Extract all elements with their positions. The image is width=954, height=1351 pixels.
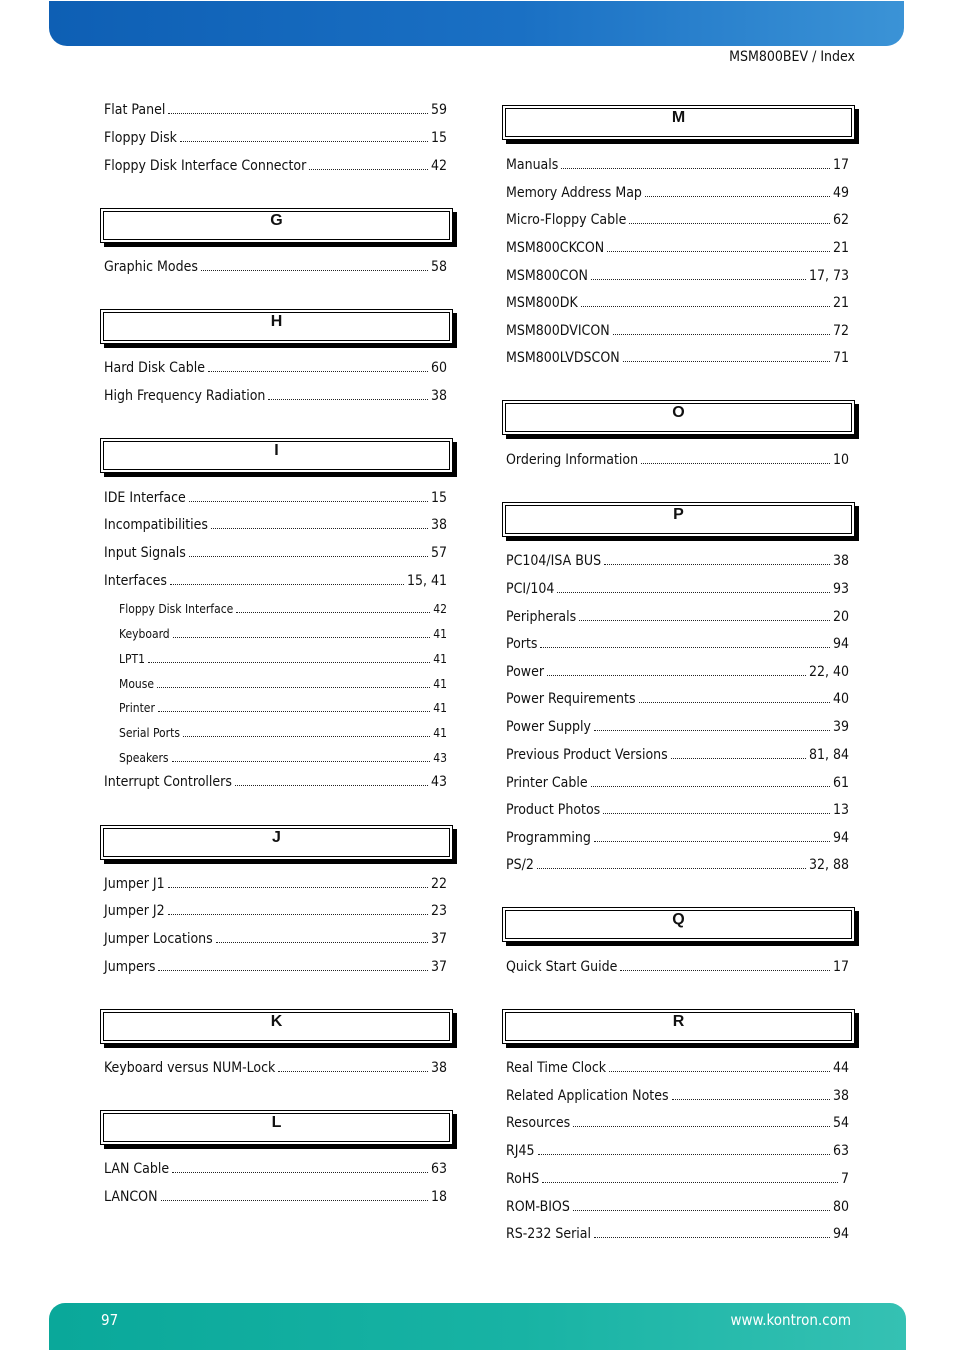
dot-leader: [172, 752, 431, 762]
index-entry: [506, 294, 849, 312]
section-header-h: [100, 309, 453, 344]
index-term: Power Requirements: [506, 691, 636, 707]
index-entry: [104, 516, 447, 534]
index-entry: [506, 349, 849, 367]
dot-leader: [629, 212, 830, 224]
index-term: Previous Product Versions: [506, 747, 668, 763]
index-term: Hard Disk Cable: [104, 360, 205, 376]
dot-leader: [189, 545, 428, 557]
document-title: MSM800BEV / Index: [729, 49, 855, 65]
index-page[interactable]: 38: [430, 517, 447, 533]
index-page[interactable]: 94: [832, 636, 849, 652]
index-term: Serial Ports: [119, 726, 180, 740]
index-entry: [506, 746, 849, 764]
index-page[interactable]: 38: [832, 1088, 849, 1104]
dot-leader: [573, 1199, 830, 1211]
index-term: ROM-BIOS: [506, 1199, 570, 1215]
index-entry: [104, 544, 447, 562]
dot-leader: [236, 603, 430, 613]
dot-leader: [170, 573, 404, 585]
index-term: Manuals: [506, 157, 559, 173]
index-page[interactable]: 20: [832, 609, 849, 625]
index-term: PS/2: [506, 857, 534, 873]
dot-leader: [607, 240, 830, 252]
index-term: Interfaces: [104, 573, 167, 589]
index-term: Floppy Disk Interface Connector: [104, 158, 307, 174]
index-term: Jumper J1: [104, 876, 165, 892]
index-entry: [506, 267, 849, 285]
dot-leader: [594, 719, 830, 731]
index-page[interactable]: 61: [832, 775, 849, 791]
index-term: Peripherals: [506, 609, 577, 625]
index-page[interactable]: 42: [430, 158, 447, 174]
dot-leader: [613, 323, 830, 335]
index-page[interactable]: 15: [430, 490, 447, 506]
dot-leader: [672, 1088, 830, 1100]
index-entry: [506, 635, 849, 653]
dot-leader: [158, 702, 430, 712]
dot-leader: [603, 802, 830, 814]
dot-leader: [594, 1226, 830, 1238]
section-header-p: [502, 502, 855, 537]
index-entry: [506, 211, 849, 229]
section-letter: I: [274, 442, 279, 459]
section-header-j: [100, 825, 453, 860]
index-entry: [104, 258, 447, 276]
index-term: MSM800LVDSCON: [506, 350, 620, 366]
dot-leader: [161, 1189, 428, 1201]
index-sub-entry: [119, 650, 447, 668]
index-entry: [506, 322, 849, 340]
section-header-k: [100, 1009, 453, 1044]
index-entry: [506, 608, 849, 626]
index-page[interactable]: 38: [832, 553, 849, 569]
index-page[interactable]: 10: [832, 452, 849, 468]
index-sub-entry: [119, 749, 447, 767]
index-term: Power Supply: [506, 719, 591, 735]
index-entry: [506, 1059, 849, 1077]
dot-leader: [538, 1143, 830, 1155]
dot-leader: [211, 517, 428, 529]
index-page[interactable]: 80: [832, 1199, 849, 1215]
index-entry: [506, 1114, 849, 1132]
index-term: Printer Cable: [506, 775, 588, 791]
footer-bar: [49, 1303, 906, 1350]
section-letter: J: [272, 829, 281, 846]
index-term: Micro-Floppy Cable: [506, 212, 627, 228]
index-entry: [104, 1188, 447, 1206]
index-term: Power: [506, 664, 545, 680]
index-term: LAN Cable: [104, 1161, 170, 1177]
index-term: Incompatibilities: [104, 517, 208, 533]
index-entry: [506, 1170, 849, 1188]
index-term: Keyboard: [119, 627, 170, 641]
index-entry: [506, 829, 849, 847]
index-page[interactable]: 58: [430, 259, 447, 275]
index-page[interactable]: 37: [430, 931, 447, 947]
index-page[interactable]: 13: [832, 802, 849, 818]
index-term: Jumpers: [104, 959, 156, 975]
index-term: Input Signals: [104, 545, 186, 561]
index-entry: [506, 663, 849, 681]
index-entry: [506, 451, 849, 469]
dot-leader: [591, 268, 806, 280]
index-entry: [104, 489, 447, 507]
index-entry: [104, 1059, 447, 1077]
index-term: IDE Interface: [104, 490, 186, 506]
dot-leader: [537, 857, 806, 869]
index-term: MSM800CON: [506, 268, 588, 284]
index-page[interactable]: 41: [433, 726, 447, 740]
index-page[interactable]: 40: [832, 691, 849, 707]
section-letter: G: [270, 212, 283, 229]
index-page[interactable]: 22: [430, 876, 447, 892]
index-term: PCI/104: [506, 581, 555, 597]
dot-leader: [168, 102, 428, 114]
dot-leader: [639, 691, 830, 703]
index-term: RJ45: [506, 1143, 535, 1159]
index-entry: [506, 718, 849, 736]
dot-leader: [180, 130, 428, 142]
index-term: Mouse: [119, 677, 155, 691]
index-page[interactable]: 21: [832, 240, 849, 256]
index-entry: [506, 1198, 849, 1216]
index-page[interactable]: 38: [430, 388, 447, 404]
index-term: Product Photos: [506, 802, 601, 818]
index-entry: [104, 875, 447, 893]
index-page[interactable]: 49: [832, 185, 849, 201]
index-sub-entry: [119, 699, 447, 717]
index-page[interactable]: 37: [430, 959, 447, 975]
index-entry: [104, 387, 447, 405]
dot-leader: [268, 388, 428, 400]
index-page[interactable]: 18: [430, 1189, 447, 1205]
index-term: MSM800DVICON: [506, 323, 610, 339]
index-term: Jumper Locations: [104, 931, 213, 947]
index-page[interactable]: 59: [430, 102, 447, 118]
index-term: LANCON: [104, 1189, 158, 1205]
index-page[interactable]: 15: [430, 130, 447, 146]
section-letter: R: [672, 1013, 685, 1030]
index-page[interactable]: 17: [832, 959, 849, 975]
dot-leader: [309, 158, 428, 170]
index-sub-entry: [119, 600, 447, 618]
index-entry: [506, 690, 849, 708]
dot-leader: [183, 727, 430, 737]
index-page[interactable]: 60: [430, 360, 447, 376]
dot-leader: [573, 1115, 830, 1127]
dot-leader: [168, 876, 428, 888]
index-term: LPT1: [119, 652, 145, 666]
index-page[interactable]: 94: [832, 830, 849, 846]
index-term: RS-232 Serial: [506, 1226, 591, 1242]
dot-leader: [157, 678, 430, 688]
index-term: Ordering Information: [506, 452, 639, 468]
index-page[interactable]: 93: [832, 581, 849, 597]
index-page[interactable]: 41: [433, 627, 447, 641]
index-entry: [506, 1225, 849, 1243]
dot-leader: [235, 774, 428, 786]
index-term: MSM800CKCON: [506, 240, 605, 256]
index-term: Memory Address Map: [506, 185, 642, 201]
dot-leader: [547, 664, 806, 676]
index-sub-entry: [119, 625, 447, 643]
index-entry: [104, 958, 447, 976]
dot-leader: [173, 628, 431, 638]
index-page[interactable]: 41: [433, 677, 447, 691]
dot-leader: [620, 959, 830, 971]
index-term: Speakers: [119, 751, 169, 765]
dot-leader: [216, 931, 428, 943]
website-link[interactable]: www.kontron.com: [730, 1311, 851, 1329]
index-page[interactable]: 81, 84: [808, 747, 849, 763]
index-term: RoHS: [506, 1171, 540, 1187]
dot-leader: [278, 1060, 428, 1072]
section-letter: M: [671, 109, 686, 126]
section-letter: L: [271, 1114, 282, 1131]
index-page[interactable]: 44: [832, 1060, 849, 1076]
index-page[interactable]: 63: [832, 1143, 849, 1159]
index-page[interactable]: 42: [433, 602, 447, 616]
index-entry: [104, 773, 447, 791]
index-entry: [506, 552, 849, 570]
index-entry: [506, 1087, 849, 1105]
dot-leader: [557, 581, 830, 593]
dot-leader: [581, 295, 830, 307]
index-term: Printer: [119, 701, 155, 715]
dot-leader: [591, 775, 830, 787]
index-entry: [104, 930, 447, 948]
index-term: Flat Panel: [104, 102, 166, 118]
section-letter: Q: [672, 911, 685, 928]
index-page[interactable]: 72: [832, 323, 849, 339]
dot-leader: [189, 490, 428, 502]
index-term: Quick Start Guide: [506, 959, 618, 975]
index-term: Related Application Notes: [506, 1088, 669, 1104]
index-page[interactable]: 43: [430, 774, 447, 790]
index-page[interactable]: 17: [832, 157, 849, 173]
dot-leader: [604, 553, 830, 565]
index-page[interactable]: 43: [433, 751, 447, 765]
dot-leader: [148, 653, 430, 663]
section-header-m: [502, 105, 855, 140]
index-term: Resources: [506, 1115, 571, 1131]
index-term: Real Time Clock: [506, 1060, 607, 1076]
index-entry: [104, 572, 447, 590]
index-page[interactable]: 32, 88: [808, 857, 849, 873]
index-sub-entry: [119, 724, 447, 742]
index-page[interactable]: 94: [832, 1226, 849, 1242]
index-entry: [506, 184, 849, 202]
index-page[interactable]: 62: [832, 212, 849, 228]
index-entry: [506, 580, 849, 598]
dot-leader: [671, 747, 806, 759]
index-term: Floppy Disk: [104, 130, 177, 146]
index-sub-entry: [119, 675, 447, 693]
index-entry: [506, 801, 849, 819]
index-entry: [506, 156, 849, 174]
dot-leader: [609, 1060, 830, 1072]
section-header-i: [100, 438, 453, 473]
index-page[interactable]: 17, 73: [808, 268, 849, 284]
dot-leader: [158, 959, 428, 971]
index-term: Jumper J2: [104, 903, 165, 919]
section-letter: O: [672, 404, 685, 421]
index-entry: [104, 359, 447, 377]
index-term: Interrupt Controllers: [104, 774, 232, 790]
index-entry: [506, 774, 849, 792]
section-header-g: [100, 208, 453, 243]
index-page[interactable]: 54: [832, 1115, 849, 1131]
index-page[interactable]: 22, 40: [808, 664, 849, 680]
section-letter: H: [270, 313, 283, 330]
index-page[interactable]: 57: [430, 545, 447, 561]
section-header-o: [502, 400, 855, 435]
index-entry: [506, 1142, 849, 1160]
dot-leader: [623, 350, 830, 362]
index-term: PC104/ISA BUS: [506, 553, 602, 569]
dot-leader: [168, 903, 428, 915]
index-entry: [104, 157, 447, 175]
dot-leader: [561, 157, 830, 169]
index-entry: [506, 958, 849, 976]
header-bar: [49, 1, 904, 46]
dot-leader: [579, 609, 830, 621]
index-entry: [104, 902, 447, 920]
dot-leader: [542, 1171, 838, 1183]
index-page[interactable]: 23: [430, 903, 447, 919]
index-term: Graphic Modes: [104, 259, 198, 275]
index-term: Floppy Disk Interface: [119, 602, 234, 616]
dot-leader: [201, 259, 428, 271]
index-term: Programming: [506, 830, 591, 846]
section-header-r: [502, 1009, 855, 1044]
index-entry: [104, 1160, 447, 1178]
index-page[interactable]: 39: [832, 719, 849, 735]
index-page[interactable]: 21: [832, 295, 849, 311]
page-number: 97: [101, 1311, 119, 1329]
dot-leader: [645, 185, 830, 197]
index-page[interactable]: 71: [832, 350, 849, 366]
section-header-l: [100, 1110, 453, 1145]
index-term: Ports: [506, 636, 538, 652]
index-page[interactable]: 41: [433, 701, 447, 715]
dot-leader: [172, 1161, 428, 1173]
index-entry: [104, 101, 447, 119]
index-entry: [506, 239, 849, 257]
dot-leader: [641, 452, 830, 464]
section-header-q: [502, 907, 855, 942]
index-page[interactable]: 38: [430, 1060, 447, 1076]
index-entry: [506, 856, 849, 874]
dot-leader: [594, 830, 830, 842]
index-page[interactable]: 7: [840, 1171, 849, 1187]
dot-leader: [208, 360, 428, 372]
section-letter: K: [270, 1013, 283, 1030]
index-term: MSM800DK: [506, 295, 578, 311]
index-page[interactable]: 63: [430, 1161, 447, 1177]
index-page[interactable]: 41: [433, 652, 447, 666]
index-term: High Frequency Radiation: [104, 388, 266, 404]
dot-leader: [540, 636, 829, 648]
index-entry: [104, 129, 447, 147]
section-letter: P: [673, 506, 684, 523]
index-page[interactable]: 15, 41: [406, 573, 447, 589]
index-term: Keyboard versus NUM-Lock: [104, 1060, 276, 1076]
